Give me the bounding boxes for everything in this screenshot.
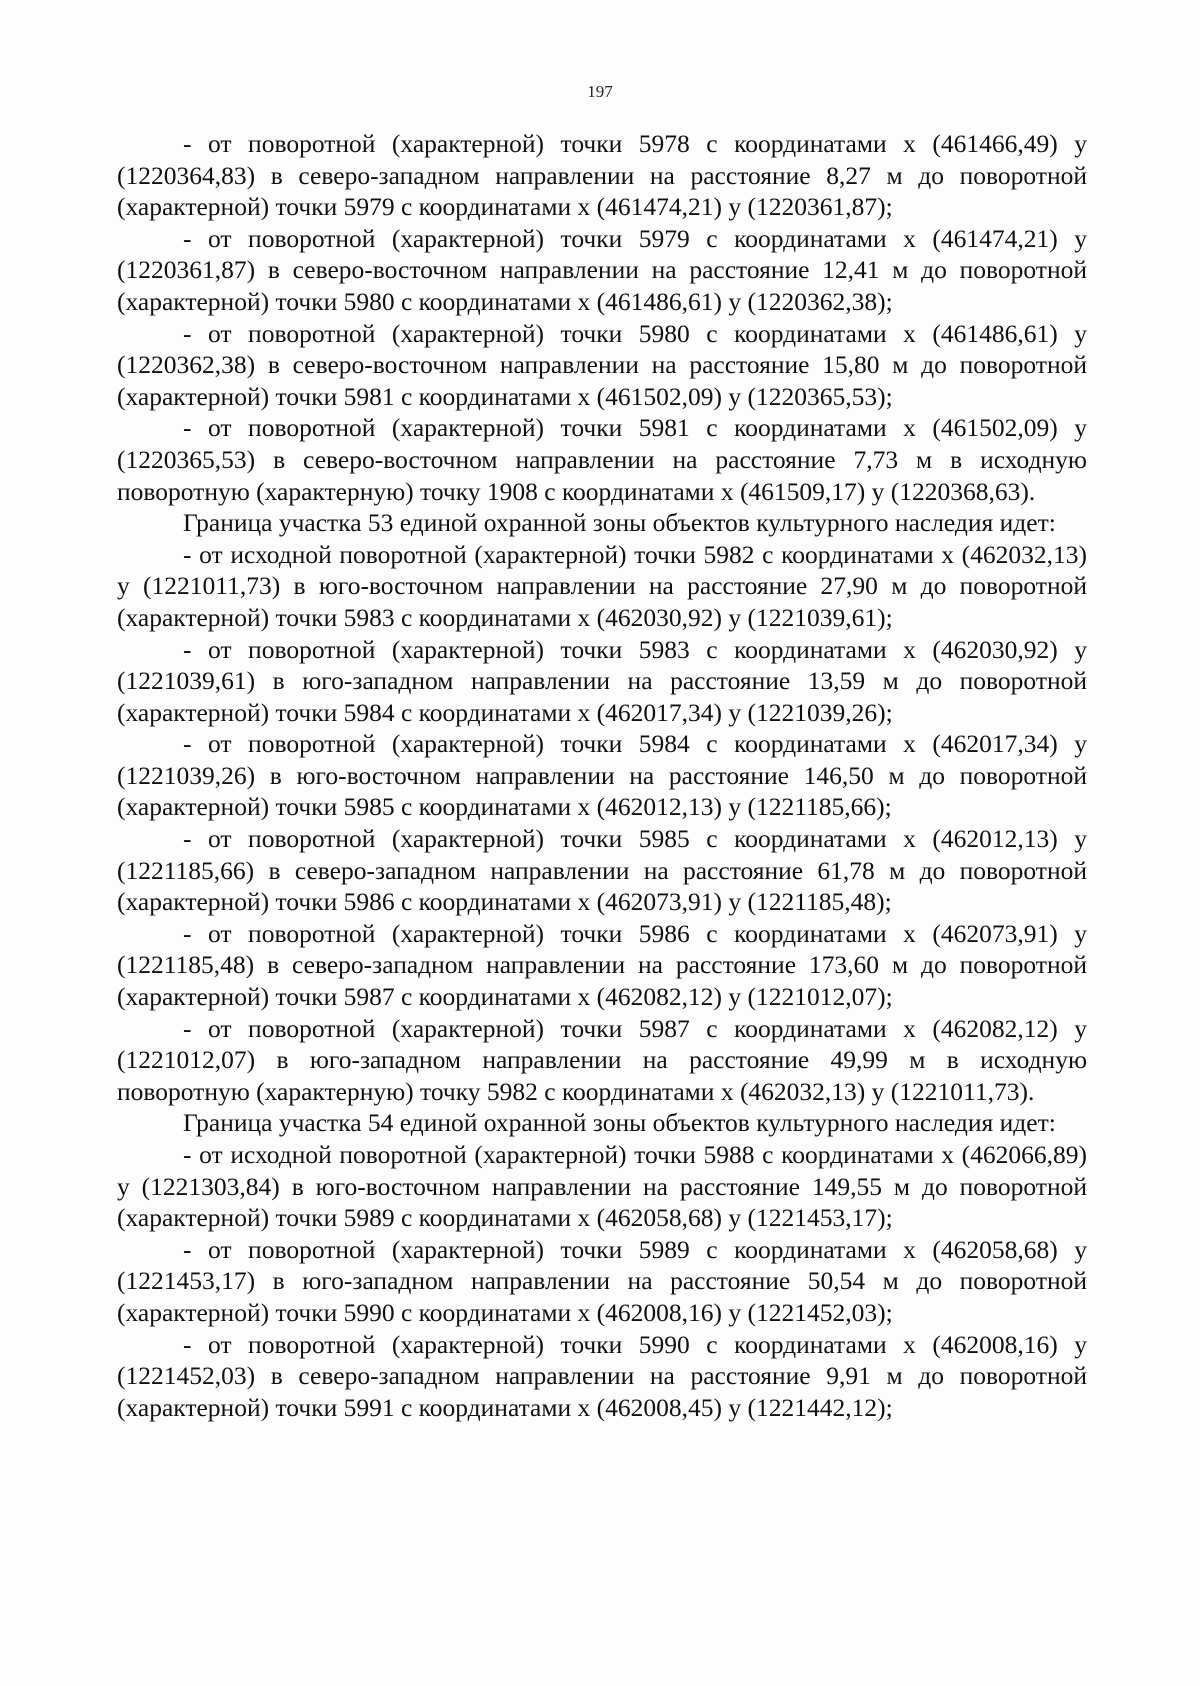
page-number: 197 xyxy=(587,82,613,101)
paragraph: - от поворотной (характерной) точки 5989 с координатами х (462058,68) у (1221453,17) в юго-западном направлении на расстояние 50,54 м до поворотной (характерной) точки 5990 с координатами х (462008,16) у (1221452,03); xyxy=(117,1234,1087,1327)
paragraph: - от поворотной (характерной) точки 5985 с координатами х (462012,13) у (1221185,66) в северо-западном направлении на расстояние 61,78 м до поворотной (характерной) точки 5986 с координатами х (462073,91) у (1221185,48); xyxy=(117,824,1087,917)
paragraph: - от поворотной (характерной) точки 5986 с координатами х (462073,91) у (1221185,48) в северо-западном направлении на расстояние 173,60 м до поворотной (характерной) точки 5987 с координатами х (462082,12) у (1221012,07); xyxy=(117,918,1087,1012)
paragraph: - от поворотной (характерной) точки 5980 с координатами х (461486,61) у (1220362,38) в северо-восточном направлении на расстояние 15,80 м до поворотной (характерной) точки 5981 с координатами х (461502,09) у (1220365,53); xyxy=(117,318,1087,411)
paragraph: - от исходной поворотной (характерной) точки 5982 с координатами х (462032,13) у (1221011,73) в юго-восточном направлении на расстояние 27,90 м до поворотной (характерной) точки 5983 с координатами х (462030,92) у (1221039,61); xyxy=(117,539,1087,632)
document-body xyxy=(117,128,1087,1423)
paragraph: - от поворотной (характерной) точки 5981 с координатами х (461502,09) у (1220365,53) в северо-восточном направлении на расстояние 7,73 м в исходную поворотную (характерную) точку 1908 с координатами х (461509,17) у (1220368,63). xyxy=(117,413,1087,506)
paragraph: - от поворотной (характерной) точки 5983 с координатами х (462030,92) у (1221039,61) в юго-западном направлении на расстояние 13,59 м до поворотной (характерной) точки 5984 с координатами х (462017,34) у (1221039,26); xyxy=(117,634,1087,727)
section-heading-paragraph: Граница участка 53 единой охранной зоны объектов культурного наследия идет: xyxy=(183,508,1056,538)
paragraph: - от поворотной (характерной) точки 5984 с координатами х (462017,34) у (1221039,26) в юго-восточном направлении на расстояние 146,50 м до поворотной (характерной) точки 5985 с координатами х (462012,13) у (1221185,66); xyxy=(117,729,1087,822)
paragraph: - от поворотной (характерной) точки 5987 с координатами х (462082,12) у (1221012,07) в юго-западном направлении на расстояние 49,99 м в исходную поворотную (характерную) точку 5982 с координатами х (462032,13) у (1221011,73). xyxy=(117,1013,1087,1106)
paragraph: - от поворотной (характерной) точки 5990 с координатами х (462008,16) у (1221452,03) в северо-западном направлении на расстояние 9,91 м до поворотной (характерной) точки 5991 с координатами х (462008,45) у (1221442,12); xyxy=(117,1329,1087,1422)
paragraph: - от поворотной (характерной) точки 5979 с координатами х (461474,21) у (1220361,87) в северо-восточном направлении на расстояние 12,41 м до поворотной (характерной) точки 5980 с координатами х (461486,61) у (1220362,38); xyxy=(117,223,1087,316)
paragraph: - от исходной поворотной (характерной) точки 5988 с координатами х (462066,89) у (1221303,84) в юго-восточном направлении на расстояние 149,55 м до поворотной (характерной) точки 5989 с координатами х (462058,68) у (1221453,17); xyxy=(117,1140,1087,1233)
section-heading-paragraph: Граница участка 54 единой охранной зоны объектов культурного наследия идет: xyxy=(183,1108,1056,1138)
paragraph: - от поворотной (характерной) точки 5978 с координатами х (461466,49) у (1220364,83) в северо-западном направлении на расстояние 8,27 м до поворотной (характерной) точки 5979 с координатами х (461474,21) у (1220361,87); xyxy=(117,129,1087,222)
